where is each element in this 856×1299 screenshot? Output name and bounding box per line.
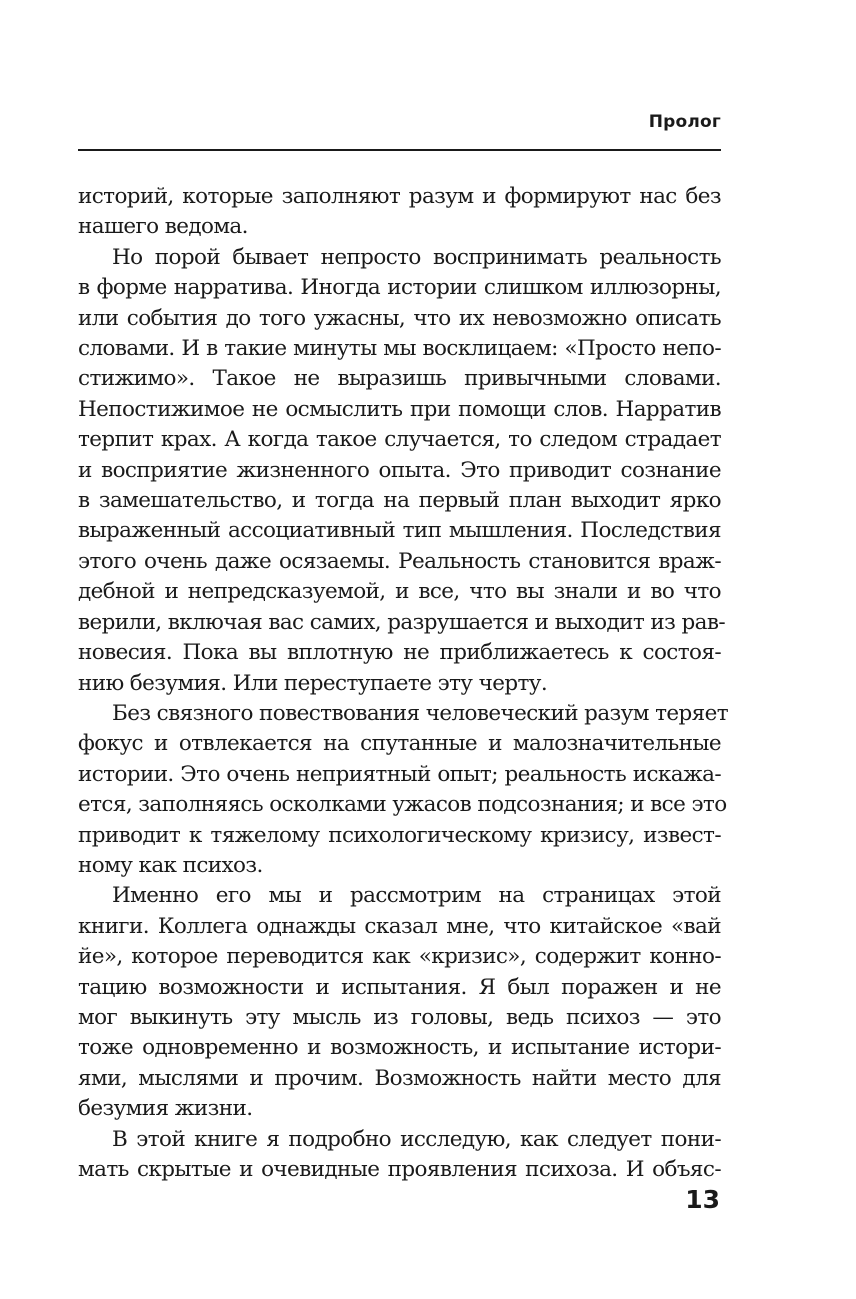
text-line: тоже одновременно и возможность, и испытание истори- [78, 1035, 721, 1061]
text-line: приводит к тяжелому психологическому кризису, извест- [78, 822, 721, 848]
text-line: ется, заполняясь осколками ужасов подсознания; и все это [78, 792, 727, 818]
text-line: Без связного повествования человеческий разум теряет [112, 700, 729, 726]
text-line: выраженный ассоциативный тип мышления. Последствия [78, 518, 721, 544]
text-line: нашего ведома. [78, 214, 248, 240]
text-line: Но порой бывает непросто воспринимать реальность [112, 244, 721, 270]
text-line: йе», которое переводится как «кризис», содержит конно- [78, 944, 721, 970]
text-line: верили, включая вас самих, разрушается и выходит из рав- [78, 609, 725, 635]
text-line: новесия. Пока вы вплотную не приближаетесь к состоя- [78, 640, 721, 666]
text-line: ями, мыслями и прочим. Возможность найти место для [78, 1065, 721, 1091]
text-line: Непостижимое не осмыслить при помощи слов. Нарратив [78, 396, 721, 422]
text-line: этого очень даже осязаемы. Реальность становится враж- [78, 548, 721, 574]
page-number: 13 [685, 1185, 720, 1214]
text-line: книги. Коллега однажды сказал мне, что китайское «вай [78, 913, 721, 939]
text-line: безумия жизни. [78, 1096, 253, 1122]
text-line: в замешательство, и тогда на первый план выходит ярко [78, 488, 721, 514]
text-line: стижимо». Такое не выразишь привычными словами. [78, 366, 721, 392]
text-line: В этой книге я подробно исследую, как следует пони- [112, 1126, 721, 1152]
text-line: терпит крах. А когда такое случается, то следом страдает [78, 427, 721, 453]
text-line: ному как психоз. [78, 852, 263, 878]
header-rule [78, 149, 721, 151]
text-line: тацию возможности и испытания. Я был поражен и не [78, 974, 721, 1000]
text-line: истории. Это очень неприятный опыт; реальность искажа- [78, 761, 721, 787]
text-line: историй, которые заполняют разум и формируют нас без [78, 184, 721, 209]
text-line: мог выкинуть эту мысль из головы, ведь психоз — это [78, 1004, 721, 1030]
text-line: или события до того ужасны, что их невозможно описать [78, 305, 721, 331]
body-text [78, 182, 729, 1185]
running-head: Пролог [648, 112, 721, 132]
text-line: фокус и отвлекается на спутанные и малозначительные [78, 731, 721, 757]
text-line: в форме нарратива. Иногда истории слишком иллюзорны, [78, 275, 721, 301]
text-line: словами. И в такие минуты мы восклицаем: «Просто непо- [78, 336, 721, 362]
text-line: дебной и непредсказуемой, и все, что вы знали и во что [78, 579, 721, 605]
text-line: Именно его мы и рассмотрим на страницах этой [112, 883, 721, 909]
text-line: и восприятие жизненного опыта. Это приводит сознание [78, 457, 721, 483]
text-line: мать скрытые и очевидные проявления психоза. И объяс- [78, 1157, 721, 1182]
text-line: нию безумия. Или переступаете эту черту. [78, 670, 548, 696]
